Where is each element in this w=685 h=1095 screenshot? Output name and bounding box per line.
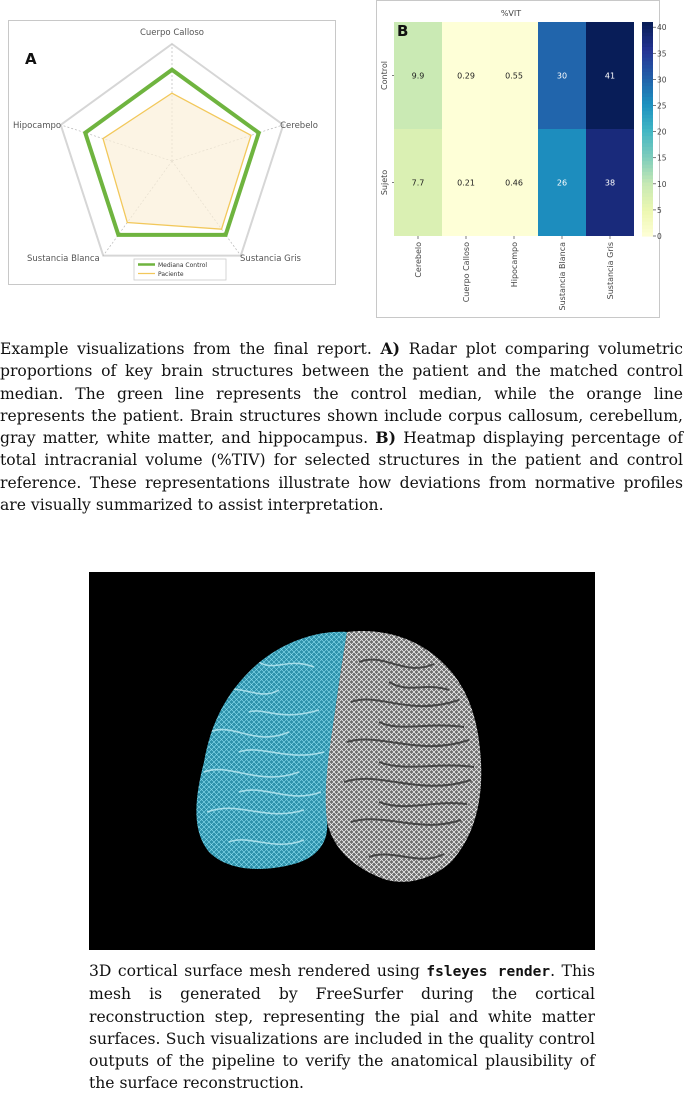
caption-text-b: Heatmap displaying percentage of total intracranial volume (%TIV) for selected structures in the patient and control reference. These representations illustrate how deviations from normative profiles are visually summarized to assist interpretation. bbox=[0, 429, 683, 515]
colorbar-segment bbox=[642, 29, 653, 33]
colorbar-segment bbox=[642, 51, 653, 55]
colorbar-segment bbox=[642, 147, 653, 151]
heatmap-cell-label: 41 bbox=[604, 71, 616, 81]
colorbar-segment bbox=[642, 158, 653, 162]
colorbar-tick-label: 15 bbox=[657, 153, 667, 163]
colorbar-segment bbox=[642, 97, 653, 101]
heatmap-col-label: Sustancia Blanca bbox=[558, 242, 567, 311]
colorbar-segment bbox=[642, 222, 653, 226]
colorbar-segment bbox=[642, 22, 653, 26]
colorbar-segment bbox=[642, 133, 653, 137]
colorbar-segment bbox=[642, 193, 653, 197]
colorbar-segment bbox=[642, 225, 653, 229]
colorbar-segment bbox=[642, 179, 653, 183]
legend-control-label: Mediana Control bbox=[158, 262, 208, 269]
colorbar-segment bbox=[642, 229, 653, 233]
render-caption-pre: 3D cortical surface mesh rendered using bbox=[89, 962, 420, 980]
colorbar-segment bbox=[642, 168, 653, 172]
colorbar-segment bbox=[642, 61, 653, 65]
colorbar-segment bbox=[642, 143, 653, 147]
render-caption bbox=[89, 960, 595, 1095]
caption-label-b: B) bbox=[375, 428, 396, 448]
colorbar-segment bbox=[642, 204, 653, 208]
colorbar-segment bbox=[642, 197, 653, 201]
radar-axis-label: Sustancia Blanca bbox=[27, 254, 100, 264]
colorbar-segment bbox=[642, 115, 653, 119]
heatmap-row-label: Sujeto bbox=[380, 169, 389, 196]
colorbar-tick-label: 5 bbox=[657, 205, 662, 215]
figure-caption bbox=[0, 338, 683, 516]
colorbar-segment bbox=[642, 207, 653, 211]
radar-axis-label: Cerebelo bbox=[280, 121, 318, 131]
colorbar-segment bbox=[642, 65, 653, 69]
heatmap-col-label: Cuerpo Calloso bbox=[462, 242, 471, 303]
colorbar-segment bbox=[642, 72, 653, 76]
colorbar-segment bbox=[642, 154, 653, 158]
colorbar-tick-label: 35 bbox=[657, 49, 667, 59]
colorbar-segment bbox=[642, 200, 653, 204]
heatmap-col-label: Cerebelo bbox=[414, 242, 423, 278]
caption-label-a: A) bbox=[380, 339, 400, 358]
heatmap-cell-label: 0.46 bbox=[505, 178, 523, 188]
radar-axis-label: Cuerpo Calloso bbox=[139, 28, 205, 38]
radar-axis-label: Hipocampo bbox=[13, 121, 62, 131]
colorbar-segment bbox=[642, 125, 653, 129]
colorbar-segment bbox=[642, 76, 653, 80]
colorbar-segment bbox=[642, 165, 653, 169]
colorbar-segment bbox=[642, 43, 653, 47]
heatmap-title: %VIT bbox=[500, 9, 522, 18]
colorbar-segment bbox=[642, 40, 653, 44]
radar-axis-label: Sustancia Gris bbox=[240, 254, 301, 264]
colorbar-segment bbox=[642, 100, 653, 104]
colorbar-tick-label: 30 bbox=[657, 75, 667, 85]
colorbar-segment bbox=[642, 190, 653, 194]
radar-chart bbox=[9, 21, 335, 284]
heatmap-chart bbox=[377, 1, 667, 317]
radar-panel-letter: A bbox=[25, 50, 37, 68]
colorbar-tick-label: 0 bbox=[657, 232, 662, 241]
colorbar-segment bbox=[642, 83, 653, 87]
render-caption-post: . This mesh is generated by FreeSurfer during the cortical reconstruction step, representing the pial and white matter surfaces. Such visualizations are included in the quality control outputs of the pipeline to verify the anatomical plausibility of the surface reconstruction. bbox=[89, 962, 595, 1093]
colorbar-segment bbox=[642, 161, 653, 165]
colorbar-segment bbox=[642, 118, 653, 122]
heatmap-row-label: Control bbox=[380, 61, 389, 90]
colorbar-segment bbox=[642, 86, 653, 90]
render-caption-code: fsleyes render bbox=[426, 964, 551, 980]
colorbar-tick-label: 10 bbox=[657, 179, 667, 189]
colorbar-segment bbox=[642, 108, 653, 112]
colorbar-segment bbox=[642, 172, 653, 176]
colorbar-segment bbox=[642, 150, 653, 154]
colorbar-segment bbox=[642, 211, 653, 215]
heatmap-cell-label: 0.21 bbox=[457, 178, 475, 188]
colorbar-segment bbox=[642, 90, 653, 94]
heatmap-cell-label: 30 bbox=[556, 71, 568, 81]
heatmap-cell-label: 0.29 bbox=[457, 71, 475, 81]
colorbar-segment bbox=[642, 47, 653, 51]
colorbar-segment bbox=[642, 232, 653, 236]
colorbar-segment bbox=[642, 111, 653, 115]
colorbar-segment bbox=[642, 186, 653, 190]
colorbar-segment bbox=[642, 140, 653, 144]
colorbar-tick-label: 25 bbox=[657, 101, 667, 111]
colorbar-segment bbox=[642, 183, 653, 187]
heatmap-col-label: Sustancia Gris bbox=[606, 242, 615, 300]
colorbar-segment bbox=[642, 104, 653, 108]
colorbar-tick-label: 20 bbox=[657, 127, 667, 137]
heatmap-cell-label: 38 bbox=[604, 178, 616, 188]
cortical-mesh-render bbox=[89, 572, 595, 950]
heatmap-cell-label: 0.55 bbox=[505, 71, 523, 81]
colorbar-segment bbox=[642, 93, 653, 97]
colorbar-segment bbox=[642, 36, 653, 40]
caption-intro: Example visualizations from the final report. bbox=[0, 340, 372, 358]
colorbar-segment bbox=[642, 136, 653, 140]
brain-mesh-image bbox=[89, 572, 595, 950]
colorbar-segment bbox=[642, 68, 653, 72]
heatmap-cell-label: 9.9 bbox=[411, 71, 425, 81]
colorbar-segment bbox=[642, 79, 653, 83]
radar-panel bbox=[8, 20, 336, 285]
legend-patient-label: Paciente bbox=[158, 271, 184, 278]
heatmap-col-label: Hipocampo bbox=[510, 242, 519, 288]
heatmap-panel bbox=[376, 0, 667, 318]
colorbar-segment bbox=[642, 33, 653, 37]
colorbar-segment bbox=[642, 54, 653, 58]
heatmap-panel-letter: B bbox=[397, 22, 409, 40]
radar-legend bbox=[134, 259, 226, 280]
colorbar-tick-label: 40 bbox=[657, 23, 667, 33]
heatmap-cell-label: 26 bbox=[556, 178, 568, 188]
caption-text-a: Radar plot comparing volumetric proportions of key brain structures between the patient and the matched control median. The green line represents the control median, while the orange line represents the patient. Brain structures shown include corpus callosum, cerebellum, gray matter, white matter, and hippocampus. bbox=[0, 340, 683, 448]
colorbar-segment bbox=[642, 215, 653, 219]
colorbar-segment bbox=[642, 218, 653, 222]
colorbar-segment bbox=[642, 175, 653, 179]
radar-series-patient bbox=[103, 93, 251, 229]
colorbar-segment bbox=[642, 122, 653, 126]
colorbar-segment bbox=[642, 58, 653, 62]
heatmap-cell-label: 7.7 bbox=[411, 178, 425, 188]
colorbar-segment bbox=[642, 26, 653, 30]
colorbar-segment bbox=[642, 129, 653, 133]
